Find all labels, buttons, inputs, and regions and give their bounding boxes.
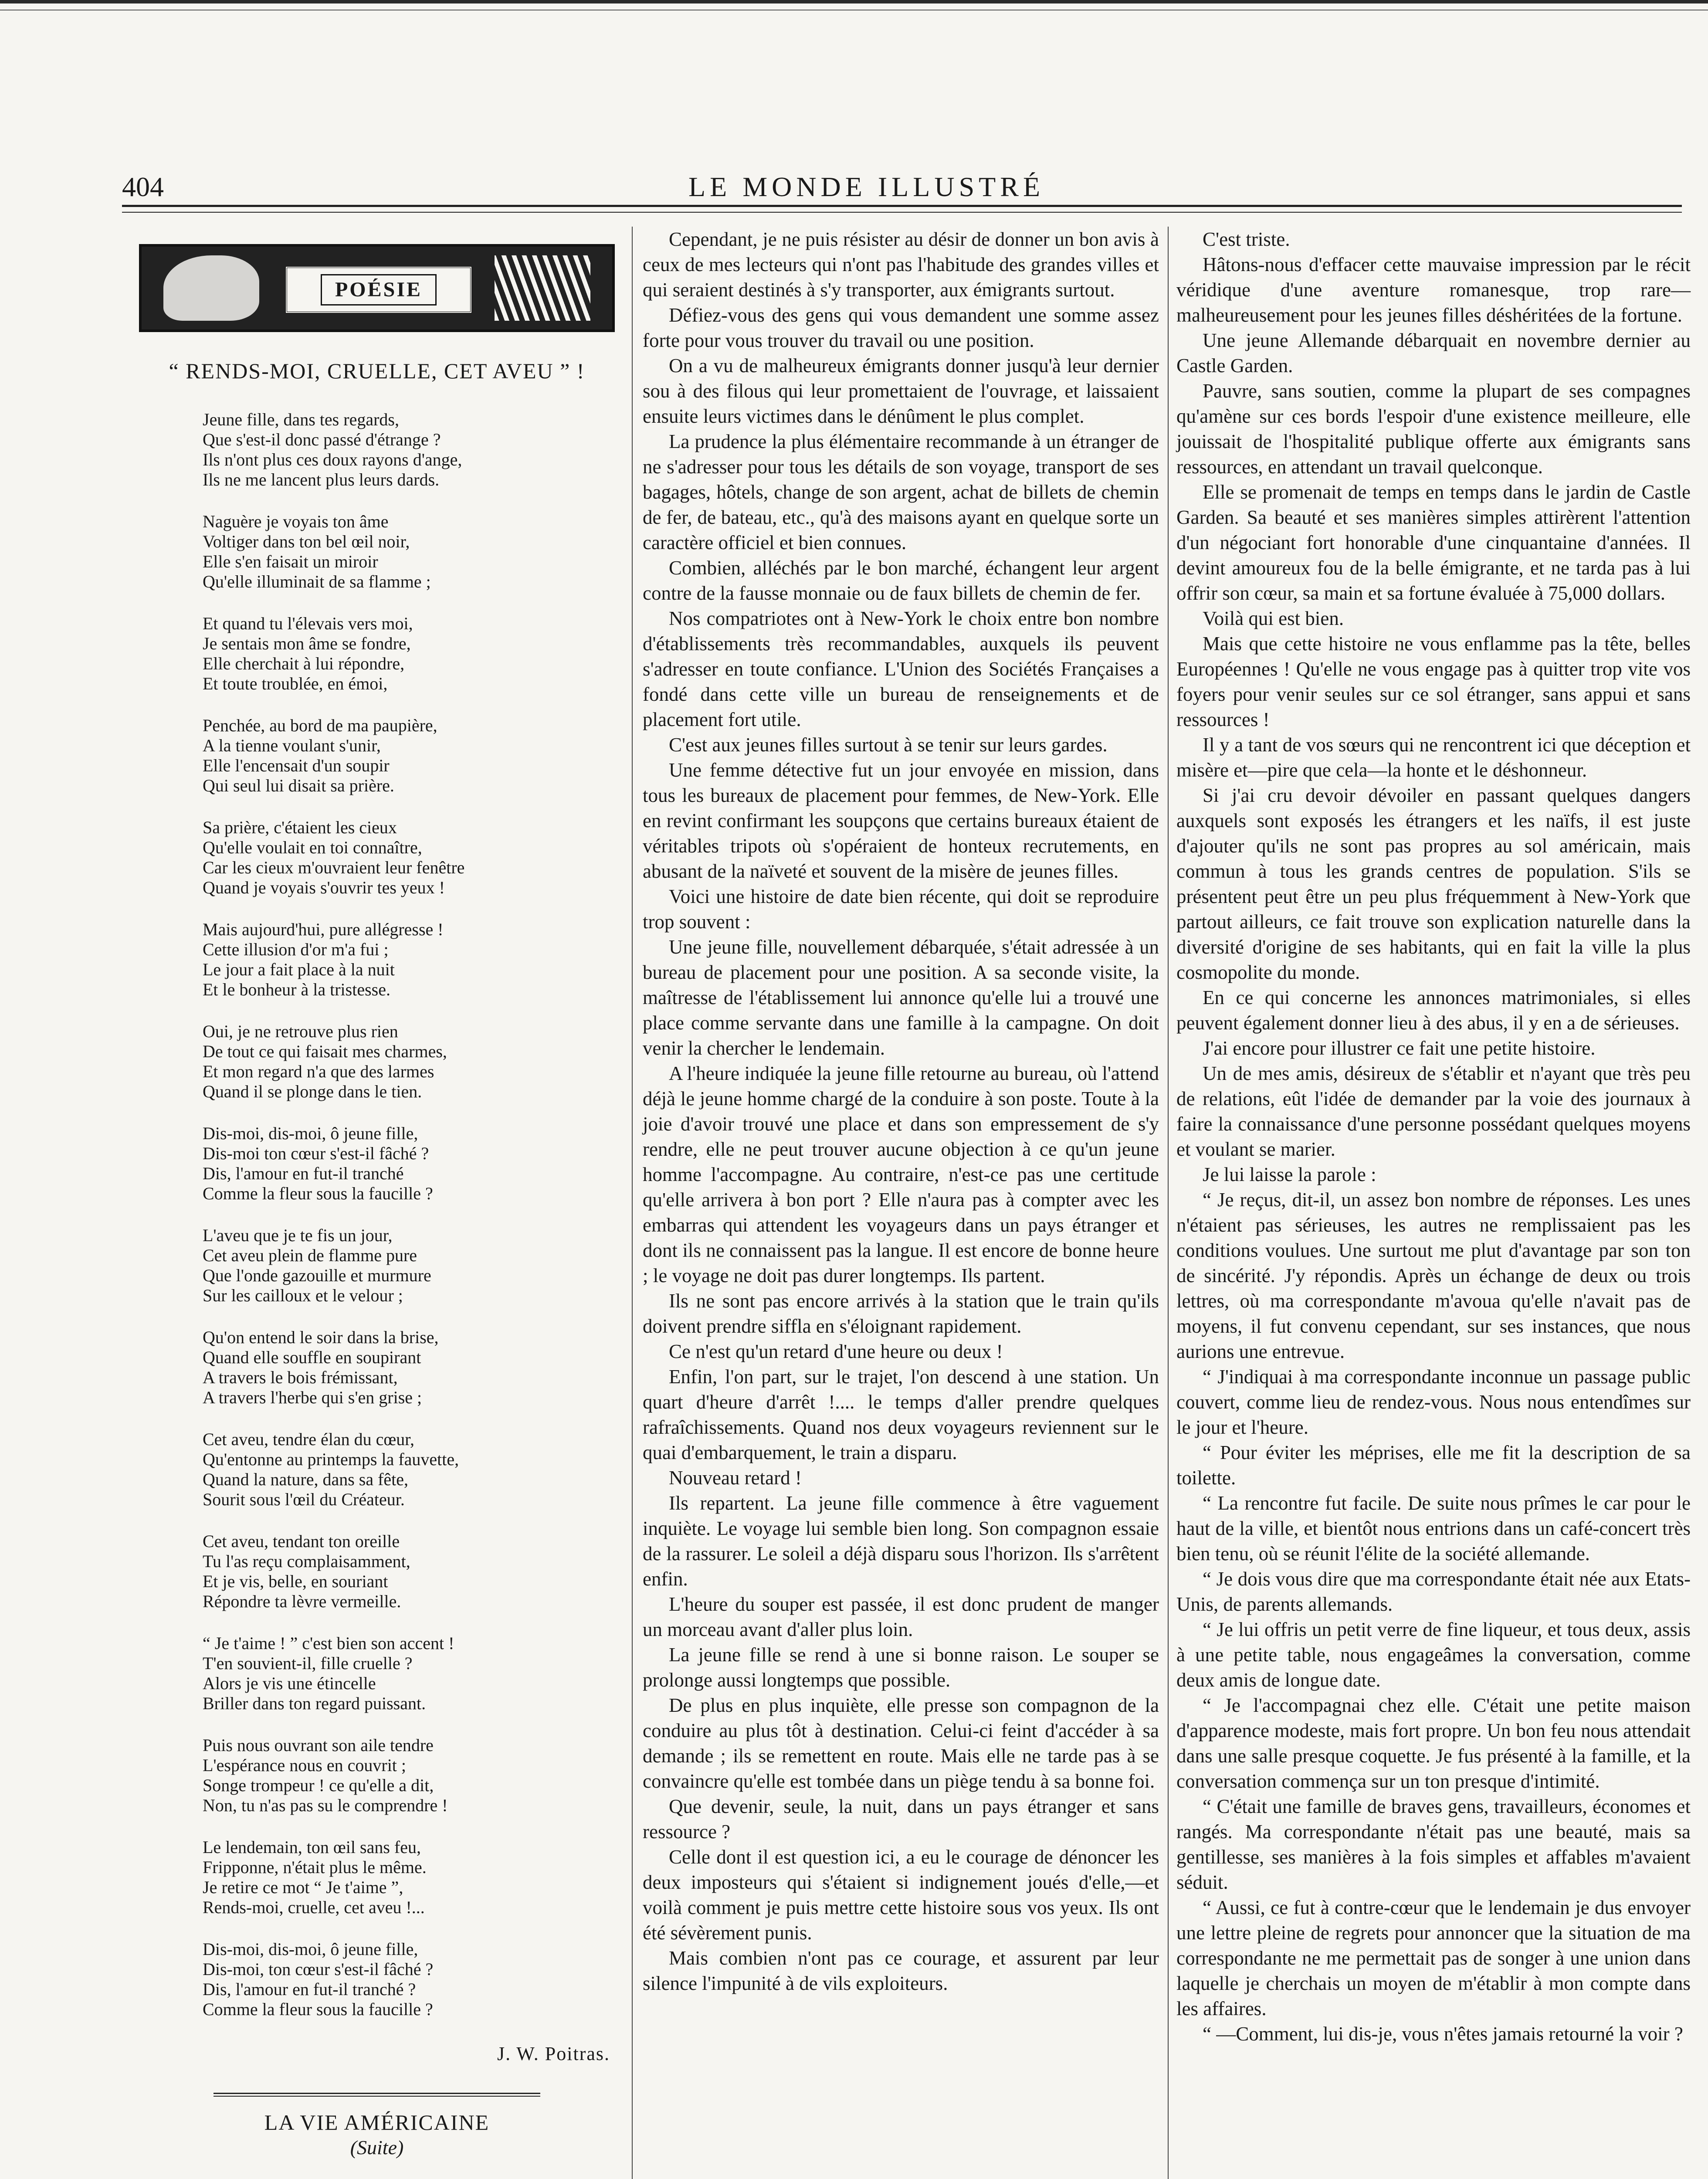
banner-label: POÉSIE (321, 274, 437, 305)
paragraph: Défiez-vous des gens qui vous demandent une somme assez forte pour vous trouver du travail ou une position. (643, 304, 1159, 351)
page-title: LE MONDE ILLUSTRÉ (688, 171, 1045, 202)
paragraph: “ Je reçus, dit-il, un assez bon nombre de réponses. Les unes n'étaient pas sérieuses, les autres ne remplissaient pas les conditions voulues. Une surtout me plut d'avantage par son ton de sincérité. J'y répondis. Après un échange de deux ou trois lettres, où ma correspondante m'avoua qu'elle n'avait pas de moyens, il fut convenu cependant, sur ses instances, que nous aurions une entrevue. (1176, 1189, 1691, 1362)
poem-title: “ RENDS-MOI, CRUELLE, CET AVEU ” ! (169, 359, 585, 383)
paragraph: Celle dont il est question ici, a eu le courage de dénoncer les deux imposteurs qui s'étaient si indignement joués d'elle,—et voilà comment je puis mettre cette histoire sous vos yeux. Ils ont été sévèrement punis. (643, 1846, 1159, 1944)
poem-line: Dis-moi, ton cœur s'est-il fâché ? (203, 1959, 434, 1979)
poem-line: Cet aveu, tendre élan du cœur, (203, 1429, 414, 1449)
figure-ornament (163, 255, 259, 321)
poem-line: Qu'elle voulait en toi connaître, (203, 838, 422, 857)
poem-stanza (203, 1429, 623, 1510)
poem-stanza (203, 1837, 623, 1918)
poem-line: Voltiger dans ton bel œil noir, (203, 532, 410, 551)
poem-line: Rends-moi, cruelle, cet aveu !... (203, 1897, 425, 1917)
poem-line: Dis-moi, dis-moi, ô jeune fille, (203, 1123, 418, 1143)
poem-line: Comme la fleur sous la faucille ? (203, 1999, 433, 2019)
paragraph: Pauvre, sans soutien, comme la plupart de ses compagnes qu'amène sur ces bords l'espoir d'une existence meilleure, elle jouissait de l'hospitalité publique offerte aux émigrants sans ressources, en attendant un travail quelconque. (1176, 380, 1691, 478)
foliage-ornament (495, 255, 590, 321)
paragraph: Il y a tant de vos sœurs qui ne rencontrent ici que déception et misère et—pire que cela—la honte et le déshonneur. (1176, 734, 1691, 781)
paragraph: L'heure du souper est passée, il est donc prudent de manger un morceau avant d'aller plus loin. (643, 1593, 1159, 1640)
paragraph: Mais que cette histoire ne vous enflamme pas la tête, belles Européennes ! Qu'elle ne vous engage pas à quitter trop vite vos foyers pour venir seules sur ce sol étranger, sans appui et sans ressources ! (1176, 633, 1691, 730)
poem-line: L'espérance nous en couvrit ; (203, 1755, 407, 1775)
poem-line: Jeune fille, dans tes regards, (203, 410, 399, 429)
poem-line: A travers l'herbe qui s'en grise ; (203, 1388, 422, 1407)
paragraph: Une femme détective fut un jour envoyée en mission, dans tous les bureaux de placement pour femmes, de New-York. Elle en revint confirmant les soupçons que certains bureaux étaient de véritables tripots où s'opéraient de honteux recrutements, en abusant de la naïveté et souvent de la misère de jeunes filles. (643, 759, 1159, 882)
poem-body (131, 410, 623, 2019)
paragraph: J'ai encore pour illustrer ce fait une petite histoire. (1203, 1037, 1596, 1059)
poem-line: Ils ne me lancent plus leurs dards. (203, 470, 440, 489)
poem-stanza (203, 1633, 623, 1714)
header-rule-thin (122, 212, 1682, 213)
paragraph: De plus en plus inquiète, elle presse son compagnon de la conduire au plus tôt à destination. Celui-ci feint d'accéder à sa demande ; ils se remettent en route. Mais elle ne tarde pas à se convaincre qu'elle est tombée dans un piège tendu à sa bonne foi. (643, 1694, 1159, 1792)
poem-line: Le jour a fait place à la nuit (203, 960, 395, 979)
poem-line: Dis, l'amour en fut-il tranché ? (203, 1979, 416, 1999)
poem-stanza (203, 1022, 623, 1102)
poem-line: Et je vis, belle, en souriant (203, 1571, 388, 1591)
poem-stanza (203, 410, 623, 490)
page-number: 404 (122, 171, 164, 202)
poem-stanza (203, 614, 623, 694)
poem-line: Le lendemain, ton œil sans feu, (203, 1837, 421, 1857)
paragraph: On a vu de malheureux émigrants donner jusqu'à leur dernier sou à des filous qui leur promettaient de l'ouvrage, et laissaient ensuite leurs victimes dans le dénûment le plus complet. (643, 355, 1159, 427)
paragraph: Enfin, l'on part, sur le trajet, l'on descend à une station. Un quart d'heure d'arrêt !.... le temps d'aller prendre quelques rafraîchissements. Quand nos deux voyageurs reviennent sur le quai d'embarquement, le train a disparu. (643, 1366, 1159, 1463)
poem-line: Puis nous ouvrant son aile tendre (203, 1735, 434, 1755)
paragraph: “ Je dois vous dire que ma correspondante était née aux Etats-Unis, de parents allemands. (1176, 1568, 1691, 1615)
banner-frame (285, 266, 472, 313)
paragraph: “ Je l'accompagnai chez elle. C'était une petite maison d'apparence modeste, mais fort propre. Un bon feu nous attendait dans une salle presque coquette. Je fus présenté à la famille, et la conversation commença sur un ton presque d'intimité. (1176, 1694, 1691, 1792)
poem-line: Ils n'ont plus ces doux rayons d'ange, (203, 450, 462, 469)
poem-line: Elle s'en faisait un miroir (203, 552, 378, 571)
poem-line: Naguère je voyais ton âme (203, 512, 389, 531)
paragraph: Cependant, je ne puis résister au désir de donner un bon avis à ceux de mes lecteurs qui n'ont pas l'habitude des grandes villes et qui seraient destinés à s'y transporter, aux émigrants surtout. (643, 228, 1159, 301)
paragraph: C'est triste. (1203, 228, 1290, 250)
poem-line: Elle cherchait à lui répondre, (203, 654, 405, 673)
page-header (122, 171, 1673, 210)
poem-line: Quand elle souffle en soupirant (203, 1347, 421, 1367)
paragraph: Ils repartent. La jeune fille commence à être vaguement inquiète. Le voyage lui semble bien long. Son compagnon essaie de la rassurer. Le soleil a déjà disparu sous l'horizon. Ils s'arrêtent enfin. (643, 1492, 1159, 1590)
paragraph: “ Pour éviter les méprises, elle me fit la description de sa toilette. (1176, 1442, 1691, 1489)
poem-line: Elle l'encensait d'un soupir (203, 756, 390, 775)
poem-line: Oui, je ne retrouve plus rien (203, 1022, 398, 1041)
column-divider (1168, 227, 1169, 2179)
paragraph: Une jeune fille, nouvellement débarquée, s'était adressée à un bureau de placement pour une position. A sa seconde visite, la maîtresse de l'établissement lui annonce qu'elle lui a trouvé une place comme servante dans une famille à la campagne. On doit venir la chercher le lendemain. (643, 936, 1159, 1059)
paragraph: La prudence la plus élémentaire recommande à un étranger de ne s'adresser pour tous les détails de son voyage, transport de ses bagages, hôtels, change de son argent, achat de billets de chemin de fer, de bateau, etc., qu'à des maisons ayant en quelque sorte un caractère officiel et bien connues. (643, 431, 1159, 553)
poem-line: Comme la fleur sous la faucille ? (203, 1184, 433, 1203)
poem-stanza (203, 716, 623, 796)
poem-stanza (203, 512, 623, 592)
paragraph: Un de mes amis, désireux de s'établir et n'ayant que très peu de relations, eût l'idée de demander par la voie des journaux à faire la connaissance d'une personne possédant quelques moyens et voulant se marier. (1176, 1062, 1691, 1160)
poem-stanza (203, 818, 623, 898)
poem-stanza (203, 1939, 623, 2019)
paragraph: Voilà qui est bien. (1203, 608, 1344, 629)
poem-line: Quand il se plonge dans le tien. (203, 1082, 422, 1101)
section-rule (214, 2093, 540, 2094)
poem-line: Et mon regard n'a que des larmes (203, 1062, 434, 1081)
paragraph: Une jeune Allemande débarquait en novembre dernier au Castle Garden. (1176, 329, 1691, 377)
column-right (1176, 227, 1691, 2047)
paragraph: “ La rencontre fut facile. De suite nous prîmes le car pour le haut de la ville, et bientôt nous entrions dans un café-concert très bien tenu, où se réunit l'élite de la société allemande. (1176, 1492, 1691, 1565)
poem-stanza (203, 920, 623, 1000)
poem-line: A travers le bois frémissant, (203, 1368, 398, 1387)
poem-line: Qu'on entend le soir dans la brise, (203, 1327, 439, 1347)
poem-line: Sa prière, c'étaient les cieux (203, 818, 397, 837)
paragraph: Elle se promenait de temps en temps dans le jardin de Castle Garden. Sa beauté et ses manières simples attirèrent l'attention d'un négociant fort honorable d'une cinquantaine d'années. Il devint amoureux fou de la belle émigrante, et ne tarda pas à lui offrir son cœur, sa main et sa fortune évaluée à 75,000 dollars. (1176, 481, 1691, 604)
poem-line: Qui seul lui disait sa prière. (203, 776, 394, 795)
paragraph: Hâtons-nous d'effacer cette mauvaise impression par le récit véridique d'une aventure romanesque, trop rare—malheureusement pour les jeunes filles déshéritées de la fortune. (1176, 254, 1691, 326)
paragraph: A l'heure indiquée la jeune fille retourne au bureau, où l'attend déjà le jeune homme chargé de la conduire à son poste. Toute à la joie d'avoir trouvé une place et dans son empressement de s'y rendre, elle ne peut trouver aucune objection à ce qu'un jeune homme l'accompagne. Au contraire, n'est-ce pas une certitude qu'elle arrivera à bon port ? Elle n'aura pas à compter avec les embarras qui attendent les voyageurs dans un pays étranger et dont ils ne connaissent pas la langue. Il est encore de bonne heure ; le voyage ne doit pas durer longtemps. Ils partent. (643, 1062, 1159, 1286)
poetry-banner (139, 244, 615, 332)
poem-line: L'aveu que je te fis un jour, (203, 1225, 393, 1245)
poem-line: Qu'entonne au printemps la fauvette, (203, 1449, 459, 1469)
paragraph: “ —Comment, lui dis-je, vous n'êtes jamais retourné la voir ? (1203, 2023, 1683, 2045)
poem-line: Dis, l'amour en fut-il tranché (203, 1164, 404, 1183)
article-subtitle: (Suite) (350, 2136, 404, 2159)
paragraph: En ce qui concerne les annonces matrimoniales, si elles peuvent également donner lieu à des abus, il y en a de sérieuses. (1176, 987, 1691, 1034)
poem-line: Cet aveu plein de flamme pure (203, 1246, 417, 1265)
paragraph: Nos compatriotes ont à New-York le choix entre bon nombre d'établissements très recommandables, auxquels ils peuvent s'adresser en toute confiance. L'Union des Sociétés Françaises a fondé dans cette ville un bureau de renseignements et de placement fort utile. (643, 608, 1159, 730)
poem-line: Briller dans ton regard puissant. (203, 1694, 426, 1713)
paragraph: “ Aussi, ce fut à contre-cœur que le lendemain je dus envoyer une lettre pleine de regrets pour annoncer que la situation de ma correspondante ne me permettait pas de songer à une union dans laquelle je cherchais un moyen de m'établir à mon compte dans les affaires. (1176, 1897, 1691, 2019)
poem-stanza (203, 1735, 623, 1816)
poem-signature: J. W. Poitras. (497, 2043, 610, 2064)
paragraph: “ J'indiquai à ma correspondante inconnue un passage public couvert, comme lieu de rendez-vous. Nous nous entendîmes sur le jour et l'heure. (1176, 1366, 1691, 1438)
poem-line: Dis-moi, dis-moi, ô jeune fille, (203, 1939, 418, 1959)
poem-line: Que l'onde gazouille et murmure (203, 1266, 431, 1285)
poem-line: Et le bonheur à la tristesse. (203, 980, 390, 999)
paragraph: La jeune fille se rend à une si bonne raison. Le souper se prolonge aussi longtemps que possible. (643, 1644, 1159, 1691)
paragraph: Je lui laisse la parole : (1203, 1164, 1376, 1185)
poem-line: Tu l'as reçu complaisamment, (203, 1551, 410, 1571)
paragraph: Voici une histoire de date bien récente, qui doit se reproduire trop souvent : (643, 886, 1159, 933)
poem-stanza (203, 1225, 623, 1306)
poem-line: Dis-moi ton cœur s'est-il fâché ? (203, 1144, 429, 1163)
paragraph: Ce n'est qu'un retard d'une heure ou deux ! (669, 1341, 1003, 1362)
poem-line: Que s'est-il donc passé d'étrange ? (203, 430, 441, 449)
paragraph: Nouveau retard ! (669, 1467, 802, 1489)
paragraph: Mais combien n'ont pas ce courage, et assurent par leur silence l'impunité à de vils exploiteurs. (643, 1947, 1159, 1994)
poem-line: Mais aujourd'hui, pure allégresse ! (203, 920, 444, 939)
poem-line: Songe trompeur ! ce qu'elle a dit, (203, 1775, 434, 1795)
article-title: LA VIE AMÉRICAINE (264, 2110, 490, 2135)
paragraph: Que devenir, seule, la nuit, dans un pays étranger et sans ressource ? (643, 1795, 1159, 1843)
poem-line: Cet aveu, tendant ton oreille (203, 1531, 400, 1551)
poem-line: Et toute troublée, en émoi, (203, 674, 388, 693)
column-left (131, 227, 623, 2179)
poem-stanza (203, 1327, 623, 1408)
poem-line: Répondre ta lèvre vermeille. (203, 1592, 401, 1611)
poem-line: Sur les cailloux et le velour ; (203, 1286, 403, 1305)
header-rule (122, 205, 1682, 207)
poem-line: Non, tu n'as pas su le comprendre ! (203, 1795, 448, 1815)
poem-line: Fripponne, n'était plus le même. (203, 1857, 427, 1877)
poem-line: Cette illusion d'or m'a fui ; (203, 940, 389, 959)
paragraph: Ils ne sont pas encore arrivés à la station que le train qu'ils doivent prendre siffla en s'éloignant rapidement. (643, 1290, 1159, 1337)
poem-stanza (203, 1123, 623, 1204)
poem-line: Alors je vis une étincelle (203, 1673, 376, 1693)
paragraph: “ C'était une famille de braves gens, travailleurs, économes et rangés. Ma correspondante n'était pas une beauté, mais sa gentillesse, ses manières à la fois simples et affables m'avaient séduit. (1176, 1795, 1691, 1893)
poem-stanza (203, 1531, 623, 1612)
column-middle (643, 227, 1159, 1996)
section-rule-thin (214, 2096, 540, 2097)
poem-line: Qu'elle illuminait de sa flamme ; (203, 572, 431, 591)
poem-line: Sourit sous l'œil du Créateur. (203, 1490, 405, 1509)
poem-line: Penchée, au bord de ma paupière, (203, 716, 437, 735)
poem-line: Je retire ce mot “ Je t'aime ”, (203, 1877, 403, 1897)
poem-line: “ Je t'aime ! ” c'est bien son accent ! (203, 1633, 454, 1653)
poem-line: Quand je voyais s'ouvrir tes yeux ! (203, 878, 445, 897)
column-divider (632, 227, 633, 2179)
paragraph: C'est aux jeunes filles surtout à se tenir sur leurs gardes. (669, 734, 1108, 756)
poem-line: Car les cieux m'ouvraient leur fenêtre (203, 858, 465, 877)
poem-line: Je sentais mon âme se fondre, (203, 634, 411, 653)
paragraph: “ Je lui offris un petit verre de fine liqueur, et tous deux, assis à une petite table, nous engageâmes la conversation, comme deux amis de longue date. (1176, 1619, 1691, 1691)
paragraph: Combien, alléchés par le bon marché, échangent leur argent contre de la fausse monnaie ou de faux billets de chemin de fer. (643, 557, 1159, 604)
poem-line: Et quand tu l'élevais vers moi, (203, 614, 413, 633)
paragraph: Si j'ai cru devoir dévoiler en passant quelques dangers auxquels sont exposés les étrangers et les naïfs, il est juste d'ajouter qu'ils ne sont pas propres au sol américain, mais commun à tous les grands centres de population. S'ils se présentent peut être un peu plus fréquemment à New-York que partout ailleurs, ce fait trouve son explication naturelle dans la diversité d'origine de ses habitants, qui en fait la ville la plus cosmopolite du monde. (1176, 784, 1691, 983)
poem-line: De tout ce qui faisait mes charmes, (203, 1042, 447, 1061)
top-border (0, 0, 1708, 3)
poem-line: A la tienne voulant s'unir, (203, 736, 381, 755)
poem-line: T'en souvient-il, fille cruelle ? (203, 1653, 413, 1673)
poem-line: Quand la nature, dans sa fête, (203, 1470, 409, 1489)
